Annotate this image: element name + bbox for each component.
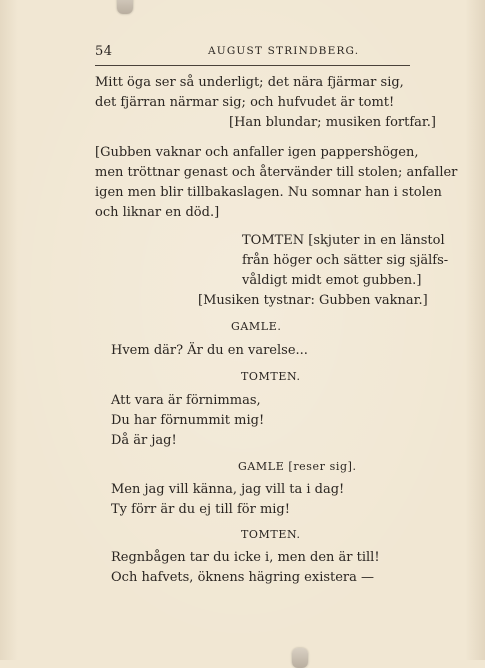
speaker-name: GAMLE. [231,320,282,333]
speaker-name: TOMTEN. [241,370,301,383]
stage-direction: från höger och sätter sig själfs- [242,253,449,268]
stage-direction: våldigt midt emot gubben.] [242,273,422,288]
stage-direction: men tröttnar genast och återvänder till stolen; anfaller [95,165,458,180]
dialogue-line: Men jag vill känna, jag vill ta i dag! [111,482,345,497]
speaker-name: GAMLE [reser sig]. [238,460,357,473]
page-header [95,44,410,64]
stage-direction: igen men blir tillbakaslagen. Nu somnar han i stolen [95,185,442,200]
dialogue-line: Du har förnummit mig! [111,413,265,428]
dialogue-line: Regnbågen tar du icke i, men den är till! [111,550,380,565]
text-line: det fjärran närmar sig; och hufvudet är tomt! [95,95,395,110]
dialogue-line: Ty förr är du ej till för mig! [111,502,290,517]
dialogue-line: Då är jag! [111,433,177,448]
dialogue-line: Och hafvets, öknens hägring existera — [111,570,375,585]
page-number: 54 [95,44,113,59]
speaker-name: TOMTEN. [241,528,301,541]
stage-direction: TOMTEN [skjuter in en länstol [242,233,445,248]
running-head: AUGUST STRINDBERG. [208,45,360,57]
pin-bottom [292,648,308,668]
stage-direction: och liknar en död.] [95,205,220,220]
stage-direction: [Han blundar; musiken fortfar.] [229,115,436,130]
stage-direction: [Musiken tystnar: Gubben vaknar.] [198,293,428,308]
stage-direction: [Gubben vaknar och anfaller igen pappershögen, [95,145,419,160]
pin-top [117,0,133,14]
text-line: Mitt öga ser så underligt; det nära fjärmar sig, [95,75,404,90]
dialogue-line: Hvem där? Är du en varelse... [111,343,308,358]
dialogue-line: Att vara är förnimmas, [111,393,261,408]
header-rule [95,65,410,66]
